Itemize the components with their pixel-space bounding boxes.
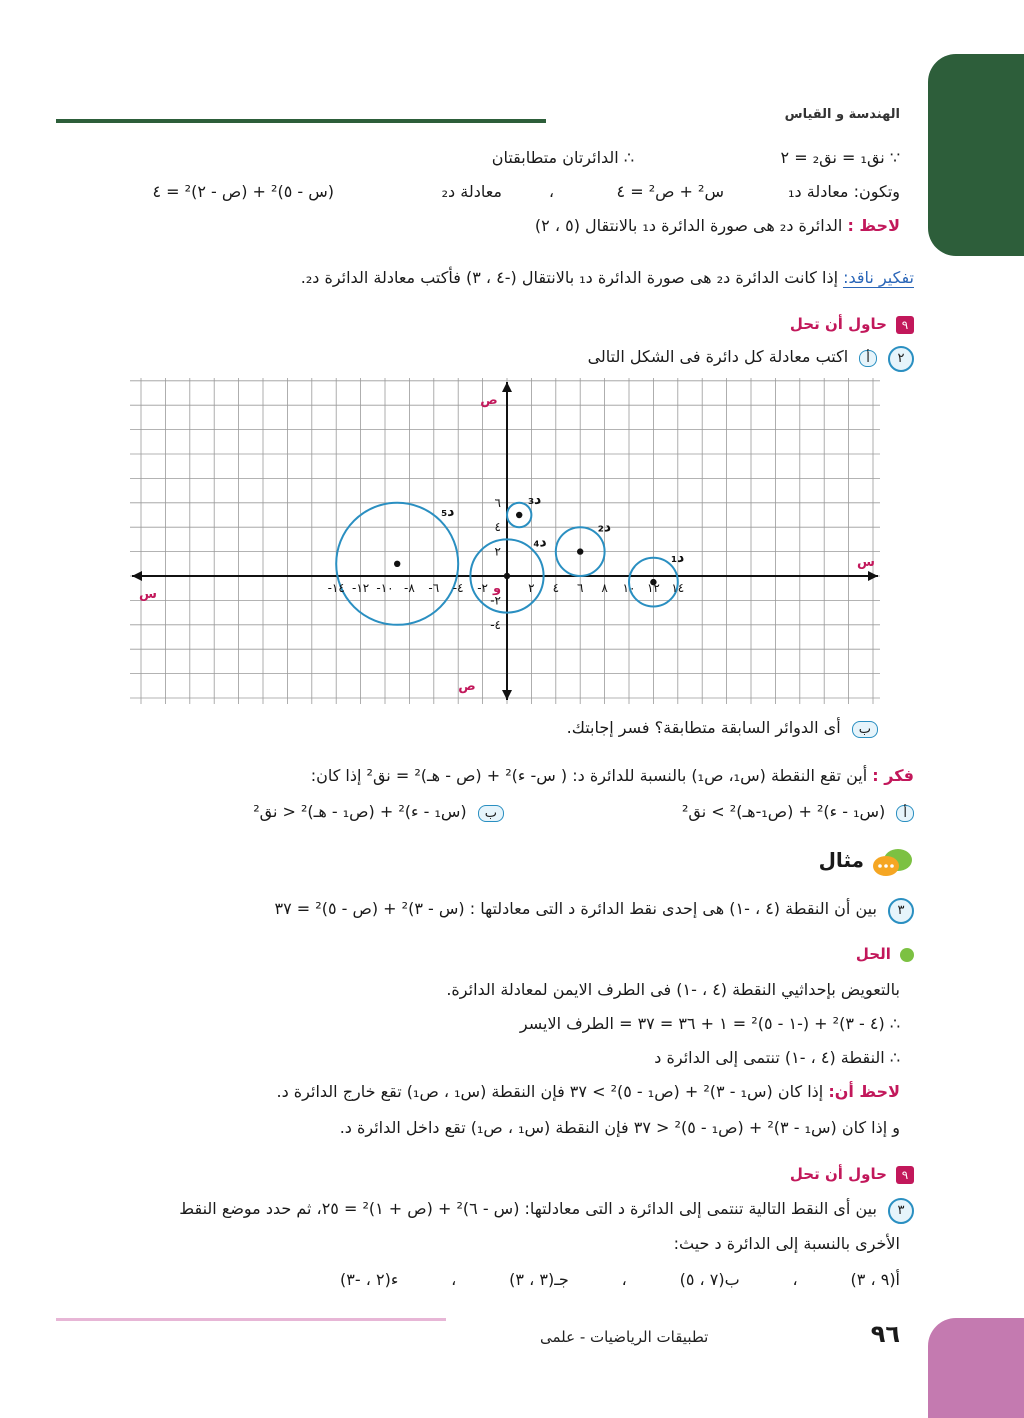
y-axis-arrow [502, 382, 512, 392]
solution-line-1: بالتعويض بإحداثيي النقطة (٤ ، -١) فى الطرف الايمن لمعادلة الدائرة. [446, 980, 900, 999]
footer-rule [56, 1318, 446, 1321]
think-part-a [682, 802, 914, 822]
y-tick-label: -٤ [490, 617, 501, 632]
x-tick-label: ١٤ [671, 581, 685, 595]
try-section-1 [790, 314, 914, 334]
example-text: بين أن النقطة (٤ ، -١) هى إحدى نقط الدائرة د التى معادلتها : (س - ٣)² + (ص - ٥)² = ٣٧ [274, 899, 877, 918]
graph-grid [130, 378, 880, 704]
point-c: جـ(٣ ، ٣) [509, 1270, 569, 1289]
intro-equation-c2: (س - ٥)² + (ص - ٢)² = ٤ [152, 182, 334, 201]
header-rule [56, 119, 546, 123]
solution-line-2: ∴ (٤ - ٣)² + (-١ - ٥)² = ١ + ٣٦ = ٣٧ = الطرف الايسر [519, 1014, 900, 1033]
note-label: لاحظ : [847, 216, 900, 235]
question-icon-2: ٩ [896, 1166, 914, 1184]
try2-line-2: الأخرى بالنسبة إلى الدائرة د حيث: [673, 1234, 900, 1253]
y-tick-label: ٢ [494, 544, 501, 559]
y-axis-arrow-neg [502, 690, 512, 700]
intro-congruent: ∴ الدائرتان متطابقتان [491, 148, 634, 167]
example-number: ٣ [888, 898, 914, 924]
example-note-2: و إذا كان (س₁ - ٣)² + (ص₁ - ٥)² < ٣٧ فإن النقطة (س₁ ، ص₁) تقع داخل الدائرة د. [339, 1118, 900, 1137]
critical-text: إذا كانت الدائرة د₂ هى صورة الدائرة د₁ بالانتقال (-٤ ، ٣) فأكتب معادلة الدائرة د₂. [300, 268, 839, 287]
example-title: مثال [818, 848, 864, 872]
point-separator: ، [792, 1270, 798, 1289]
think-b-text: (س₁ - ء)² + (ص₁ - هـ)² < نق² [253, 802, 467, 821]
y-tick-label: -٢ [490, 593, 501, 608]
point-separator: ، [451, 1270, 457, 1289]
solution-heading [856, 944, 914, 963]
critical-thinking [301, 268, 914, 287]
example-statement [275, 898, 914, 924]
circle-center-2 [577, 548, 583, 554]
think-a-text: (س₁ - ء)² + (ص₁-هـ)² > نق² [681, 802, 886, 821]
x-tick-label: ٢ [528, 581, 535, 595]
note-text: الدائرة د₂ هى صورة الدائرة د₁ بالانتقال (٥ ، ٢) [534, 216, 843, 235]
circle-center-3 [516, 512, 522, 518]
origin-label: و [492, 581, 502, 596]
question-icon: ٩ [896, 316, 914, 334]
x-tick-label: -١٢ [351, 581, 370, 595]
critical-label: تفكير ناقد: [843, 268, 914, 287]
intro-equation-c2-label: معادلة د₂ [441, 182, 502, 201]
x-tick-label: -١٤ [327, 581, 345, 595]
circle-center-5 [394, 561, 400, 567]
x-axis-label: س [857, 555, 875, 570]
unit-title: الهندسة و القياس [784, 107, 900, 122]
intro-radii-equal: ∵ نق₁ = نق₂ = ٢ [780, 148, 900, 167]
x-tick-label: ١٠ [622, 581, 636, 595]
x-tick-label: -١٠ [376, 581, 394, 595]
x-tick-label: ٨ [601, 581, 608, 595]
solution-label: الحل [855, 945, 891, 963]
solution-line-3: ∴ النقطة (٤ ، -١) تنتمى إلى الدائرة د [654, 1048, 900, 1067]
think-part-b [253, 802, 504, 822]
y-tick-label: ٤ [494, 520, 501, 535]
x-tick-label: -٦ [428, 581, 440, 595]
example-note-text-1: إذا كان (س₁ - ٣)² + (ص₁ - ٥)² > ٣٧ فإن النقطة (س₁ ، ص₁) تقع خارج الدائرة د. [276, 1082, 824, 1101]
try2-text-1: بين أى النقط التالية تنتمى إلى الدائرة د التى معادلتها: (س - ٦)² + (ص + ١)² = ٢٥، ثم حدد موضع النقط [179, 1199, 877, 1218]
think-letter-b: ب [478, 805, 504, 822]
x-tick-label: -٢ [477, 581, 488, 595]
intro-comma: ، [548, 182, 554, 201]
think-text: أين تقع النقطة (س₁، ص₁) بالنسبة للدائرة د: ( س- ء)² + (ص - هـ)² = نق² إذا كان: [310, 766, 868, 785]
x-tick-label: ٤ [552, 581, 560, 595]
point-separator: ، [621, 1270, 627, 1289]
circles-graph [130, 378, 880, 704]
try-title: حاول أن تحل [789, 315, 887, 333]
circle-label-3: د₃ [527, 491, 542, 508]
solution-icon [900, 948, 914, 962]
example-note-1 [277, 1082, 901, 1101]
try-title-2: حاول أن تحل [789, 1165, 887, 1183]
circle-label-4: د₄ [533, 534, 547, 551]
try2-number: ٣ [888, 1198, 914, 1224]
point-b: ب(٧ ، ٥) [679, 1270, 740, 1289]
y-tick-label: ٦ [494, 495, 501, 510]
circle-label-1: د₁ [670, 549, 685, 566]
part-a-text: اكتب معادلة كل دائرة فى الشكل التالى [587, 347, 849, 366]
chapter-tab [928, 54, 1024, 256]
try2-line-1 [179, 1198, 914, 1224]
x-axis-arrow-neg [132, 571, 142, 581]
x-tick-label: ٦ [576, 581, 584, 595]
example-note-label: لاحظ أن: [828, 1082, 900, 1101]
page-corner-tab [928, 1318, 1024, 1418]
think-label: فكر : [872, 766, 914, 785]
point-a: أ(٩ ، ٣) [850, 1270, 900, 1289]
try2-points [340, 1270, 900, 1289]
question-number: ٢ [888, 346, 914, 372]
y-axis-label-neg: ص [458, 679, 476, 694]
try1-part-a [588, 346, 914, 372]
part-b-text: أى الدوائر السابقة متطابقة؟ فسر إجابتك. [566, 718, 841, 737]
y-axis-label: ص [480, 393, 498, 408]
think-block [311, 766, 914, 785]
x-axis-label-neg: س [139, 587, 157, 602]
circle-center-4 [504, 573, 510, 579]
part-letter-a: أ [859, 350, 877, 367]
intro-equation-c1: س² + ص² = ٤ [616, 182, 724, 201]
point-d: ء(٢ ، -٣) [340, 1270, 399, 1289]
intro-equation-c1-label: وتكون: معادلة د₁ [788, 182, 900, 201]
x-tick-label: ١٢ [646, 581, 660, 595]
book-title: تطبيقات الرياضيات - علمى [540, 1328, 709, 1346]
x-tick-label: -٨ [404, 581, 415, 595]
try1-part-b [567, 718, 878, 738]
chat-bubble-icon [868, 846, 914, 880]
circle-label-5: د₅ [441, 504, 455, 521]
x-tick-label: -٤ [452, 581, 464, 595]
part-letter-b: ب [852, 721, 878, 738]
try-section-2 [790, 1164, 914, 1184]
page-number: ٩٦ [870, 1320, 900, 1348]
intro-note [535, 216, 900, 235]
think-letter-a: أ [896, 805, 914, 822]
circle-label-2: د₂ [597, 519, 612, 536]
